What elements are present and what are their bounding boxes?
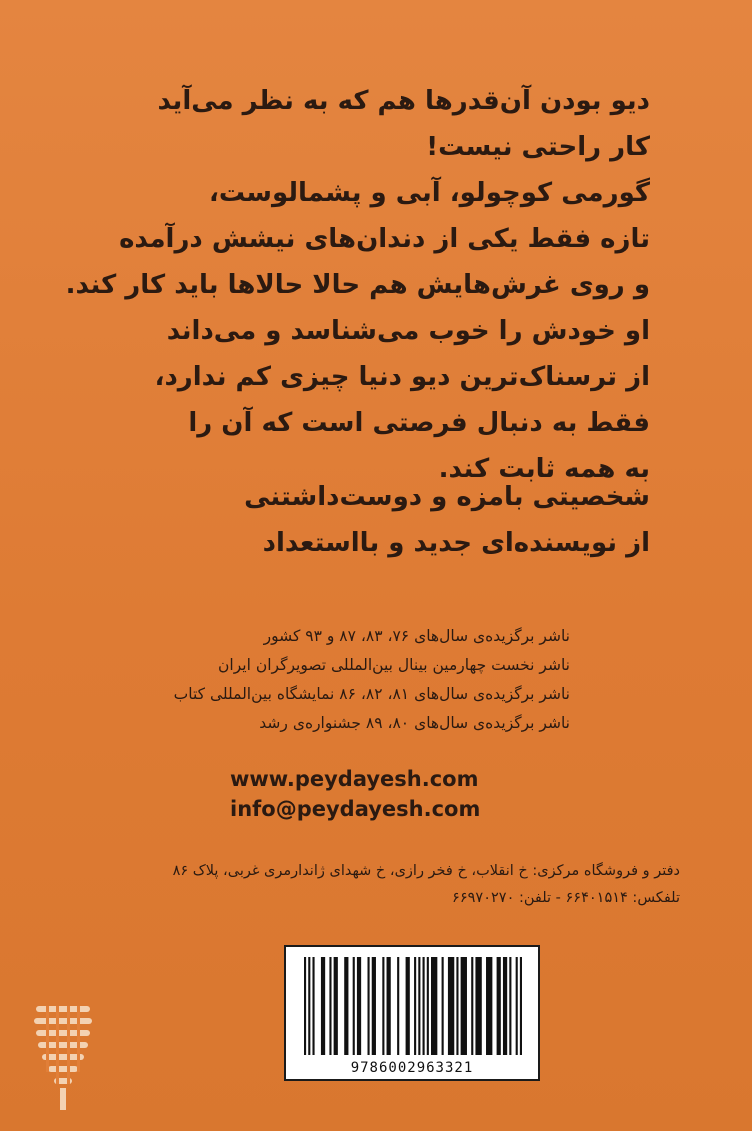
barcode-bar [516,957,518,1055]
barcode-bar [397,957,399,1055]
barcode-bar [423,957,425,1055]
barcode-bar [442,957,444,1055]
barcode-bar [372,957,376,1055]
barcode-bar [368,957,370,1055]
barcode-bar [456,957,458,1055]
barcode-bars [300,957,526,1057]
blurb-line: از ترسناک‌ترین دیو دنیا چیزی کم ندارد، [154,362,650,392]
blurb-line: کار راحتی نیست! [426,132,650,162]
email-link[interactable]: info@peydayesh.com [230,797,481,821]
barcode-bar [471,957,473,1055]
isbn-number: 9786002963321 [350,1060,474,1076]
blurb-line: او خودش را خوب می‌شناسد و می‌داند [166,316,650,346]
contact-block [230,764,530,824]
publisher-awards [150,622,570,738]
blurb-line: گورمی کوچولو، آبی و پشمالوست، [209,178,650,208]
award-line: ناشر برگزیده‌ی سال‌های ۸۱، ۸۲، ۸۶ نمایشگاه بین‌المللی کتاب [173,685,570,703]
tagline [120,474,650,566]
barcode-bar [448,957,454,1055]
barcode-bar [503,957,507,1055]
blurb-line: فقط به دنبال فرصتی است که آن را [188,408,650,438]
barcode-bar [382,957,384,1055]
website-link[interactable]: www.peydayesh.com [230,767,479,791]
barcode-bar [427,957,429,1055]
barcode-bar [357,957,361,1055]
barcode-bar [334,957,338,1055]
barcode-bar [353,957,355,1055]
tagline-line: شخصیتی بامزه و دوست‌داشتنی [244,482,650,512]
barcode-bar [461,957,467,1055]
barcode-bar [321,957,325,1055]
barcode-bar [387,957,391,1055]
blurb-line: و روی غرش‌هایش هم حالا حالاها باید کار کند. [65,270,650,300]
barcode-bar [312,957,314,1055]
barcode-bar [475,957,481,1055]
blurb-line: دیو بودن آن‌قدرها هم که به نظر می‌آید [157,86,650,116]
barcode-bar [486,957,492,1055]
barcode-bar [418,957,420,1055]
tree-logo-icon [32,1000,94,1118]
barcode-bar [497,957,501,1055]
address-line: دفتر و فروشگاه مرکزی: خ انقلاب، خ فخر رازی، خ شهدای ژاندارمری غربی، پلاک ۸۶ [172,863,680,879]
blurb-text [65,78,650,492]
phone-line: تلفکس: ۶۶۴۰۱۵۱۴ - تلفن: ۶۶۹۷۰۲۷۰ [452,890,680,906]
tagline-line: از نویسنده‌ای جدید و بااستعداد [262,528,650,558]
barcode-bar [414,957,416,1055]
barcode-bar [406,957,410,1055]
barcode-bar [520,957,522,1055]
barcode-bar [308,957,310,1055]
award-line: ناشر نخست چهارمین بینال بین‌المللی تصویرگران ایران [218,656,570,674]
award-line: ناشر برگزیده‌ی سال‌های ۸۰، ۸۹ جشنواره‌ی رشد [259,714,570,732]
blurb-line: تازه فقط یکی از دندان‌های نیشش درآمده [119,224,650,254]
barcode-bar [329,957,331,1055]
address-block [110,858,680,912]
barcode [284,945,540,1081]
barcode-bar [431,957,437,1055]
barcode-bar [304,957,306,1055]
award-line: ناشر برگزیده‌ی سال‌های ۷۶، ۸۳، ۸۷ و ۹۳ کشور [263,627,570,645]
blurb-line: به همه ثابت کند. [438,454,650,484]
barcode-bar [344,957,348,1055]
barcode-bar [509,957,511,1055]
